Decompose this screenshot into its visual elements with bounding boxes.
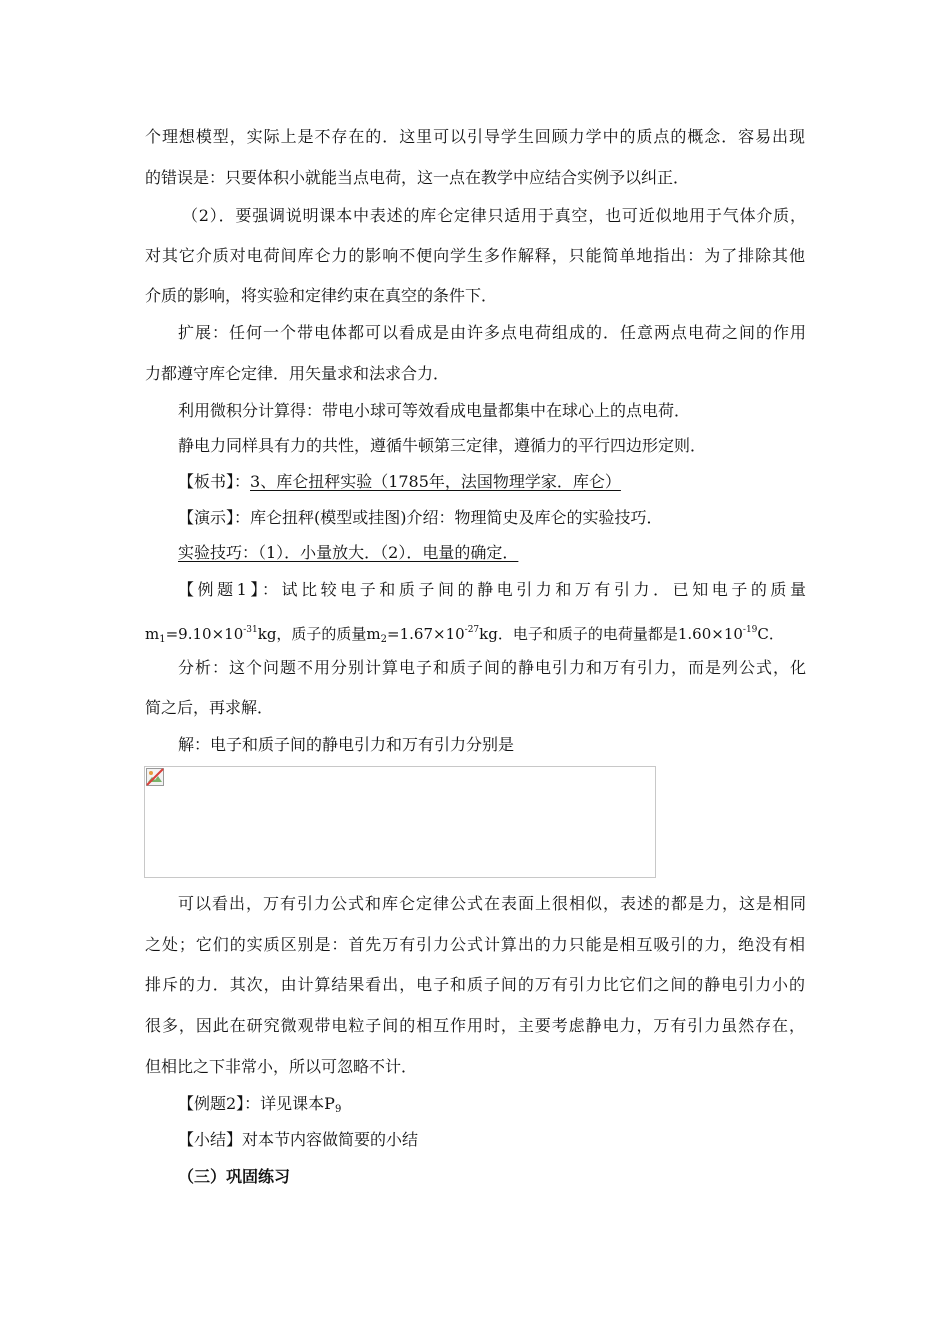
text-line: 的错误是：只要体积小就能当点电荷，这一点在教学中应结合实例予以纠正． (145, 168, 690, 187)
text-line: 之处；它们的实质区别是：首先万有引力公式计算出的力只能是相互吸引的力，绝没有相 (145, 935, 805, 954)
board-label: 【板书】： (178, 472, 251, 491)
value-text: =1.67×10 (387, 625, 465, 643)
example-1-heading: 【例题1】：试比较电子和质子间的静电引力和万有引力．已知电子的质量 (178, 580, 806, 599)
summary-line: 【小结】对本节内容做简要的小结 (178, 1130, 419, 1149)
example-2-line (178, 1094, 806, 1120)
value-text: kg，质子的质量m (257, 625, 381, 643)
skills-line: 实验技巧：（1）．小量放大．（2）．电量的确定． (178, 543, 519, 562)
text-line: 扩展：任何一个带电体都可以看成是由许多点电荷组成的．任意两点电荷之间的作用 (178, 323, 806, 342)
text-line: 静电力同样具有力的共性，遵循牛顿第三定律，遵循力的平行四边形定则． (178, 436, 707, 455)
solution-line: 解：电子和质子间的静电引力和万有引力分别是 (178, 735, 515, 754)
subscript: 1 (159, 634, 166, 645)
text-line: 个理想模型，实际上是不存在的．这里可以引导学生回顾力学中的质点的概念．容易出现 (145, 127, 805, 146)
text-line: 排斥的力．其次，由计算结果看出，电子和质子间的万有引力比它们之间的静电引力小的 (145, 975, 805, 994)
superscript: -19 (742, 625, 758, 635)
superscript: -27 (464, 625, 480, 635)
subscript: 9 (334, 1104, 342, 1115)
text-line: 可以看出，万有引力公式和库仑定律公式在表面上很相似，表述的都是力，这是相同 (178, 894, 806, 913)
text-line: 很多，因此在研究微观带电粒子间的相互作用时，主要考虑静电力，万有引力虽然存在， (145, 1016, 805, 1035)
example-1-values (145, 620, 805, 650)
example-2-text: 【例题2】：详见课本P (178, 1094, 335, 1113)
superscript: -31 (243, 625, 258, 635)
text-line: （2）．要强调说明课本中表述的库仑定律只适用于真空，也可近似地用于气体介质， (182, 206, 806, 225)
demo-line: 【演示】：库仑扭秤(模型或挂图)介绍：物理简史及库仑的实验技巧． (178, 508, 663, 527)
analysis-line: 简之后，再求解． (145, 698, 274, 717)
value-text: kg．电子和质子的电荷量都是1.60×10 (479, 625, 743, 643)
broken-image-icon (146, 768, 164, 786)
value-text: =9.10×10 (165, 625, 244, 643)
formula-image-placeholder (144, 766, 656, 878)
text-line: 对其它介质对电荷间库仑力的影响不便向学生多作解释，只能简单地指出：为了排除其他 (145, 246, 805, 265)
value-text: C． (757, 625, 784, 643)
section-heading: （三）巩固练习 (178, 1167, 291, 1186)
text-line: 力都遵守库仑定律．用矢量求和法求合力． (145, 364, 450, 383)
text-line: 介质的影响，将实验和定律约束在真空的条件下． (145, 286, 498, 305)
board-note (178, 472, 806, 492)
text-line: 但相比之下非常小，所以可忽略不计． (145, 1057, 418, 1076)
symbol-m: m (145, 625, 160, 643)
board-text: 3、库仑扭秤实验（1785年，法国物理学家．库仑） (250, 472, 621, 491)
analysis-line: 分析：这个问题不用分别计算电子和质子间的静电引力和万有引力，而是列公式，化 (178, 658, 806, 677)
text-line: 利用微积分计算得：带电小球可等效看成电量都集中在球心上的点电荷． (178, 401, 691, 420)
subscript: 2 (380, 634, 388, 645)
